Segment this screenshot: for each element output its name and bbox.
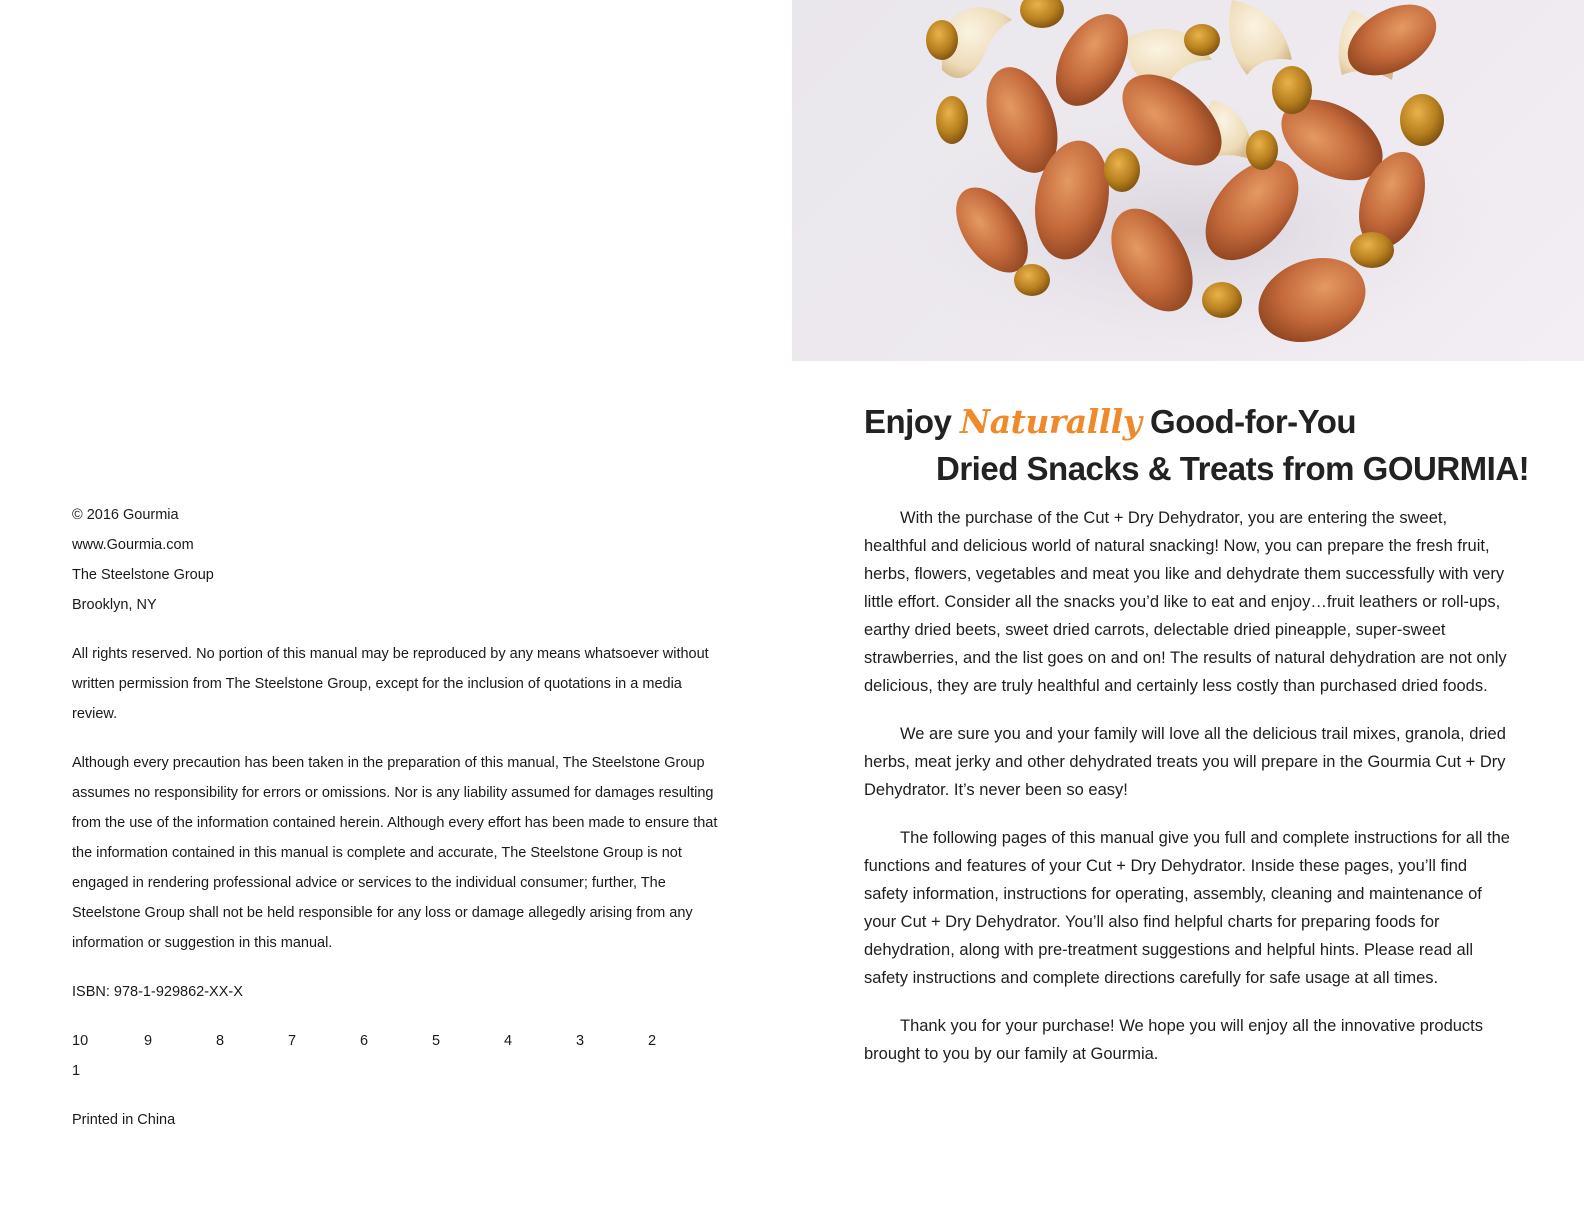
- headline-line2: Dried Snacks & Treats from GOURMIA!: [936, 450, 1530, 487]
- dried-fruit-and-nuts-photo: [792, 0, 1584, 361]
- print-line: [72, 1026, 722, 1086]
- copyright-imprint: [72, 500, 722, 1135]
- intro-paragraph: The following pages of this manual give you full and complete instructions for all the functions and features of your Cut + Dry Dehydrator. Inside these pages, you’ll find safety information, instructions for operating, assembly, cleaning and maintenance of your Cut + Dry Dehydrator. You’ll also find helpful charts for preparing foods for dehydration, along with pre-treatment suggestions and helpful hints. Please read all safety instructions and complete directions carefully for safe usage at all times.: [864, 829, 1510, 987]
- intro-paragraph: We are sure you and your family will love all the delicious trail mixes, granola, dried herbs, meat jerky and other dehydrated treats you will prepare in the Gourmia Cut + Dry Dehydrator. It’s never been so easy!: [864, 725, 1506, 799]
- nuts-illustration: [792, 0, 1584, 361]
- printed-in-line: Printed in China: [72, 1112, 176, 1128]
- intro-text: [864, 504, 1514, 1088]
- intro-paragraph: With the purchase of the Cut + Dry Dehydrator, you are entering the sweet, healthful and delicious world of natural snacking! Now, you can prepare the fresh fruit, herbs, flowers, vegetables and meat you like and dehydrate them successfully with very little effort. Consider all the snacks you’d like to eat and enjoy…fruit leathers or roll-ups, earthy dried beets, sweet dried carrots, delectable dried pineapple, super-sweet strawberries, and the list goes on and on! The results of natural dehydration are not only delicious, they are truly healthful and certainly less costly than purchased dried foods.: [864, 509, 1507, 695]
- print-number: 3: [576, 1033, 585, 1049]
- publisher-line: The Steelstone Group: [72, 567, 214, 583]
- location-line: Brooklyn, NY: [72, 597, 157, 613]
- print-number: 8: [216, 1033, 225, 1049]
- page-headline: [864, 398, 1544, 492]
- print-number: 5: [432, 1033, 441, 1049]
- print-number: 6: [360, 1033, 369, 1049]
- headline-accent: Naturallly: [960, 402, 1142, 441]
- print-number: 7: [288, 1033, 297, 1049]
- disclaimer-paragraph: Although every precaution has been taken in the preparation of this manual, The Steelstone Group assumes no responsibility for errors or omissions. Nor is any liability assumed for damages resulting from the use of the information contained herein. Although every effort has been made to ensure that the information contained in this manual is complete and accurate, The Steelstone Group is not engaged in rendering professional advice or services to the individual consumer; further, The Steelstone Group shall not be held responsible for any loss or damage allegedly arising from any information or suggestion in this manual.: [72, 755, 718, 951]
- print-number: 4: [504, 1033, 513, 1049]
- print-number: 9: [144, 1033, 153, 1049]
- website-line: www.Gourmia.com: [72, 537, 194, 553]
- headline-part2: Good-for-You: [1141, 403, 1357, 440]
- copyright-line: © 2016 Gourmia: [72, 507, 179, 523]
- intro-paragraph: Thank you for your purchase! We hope you will enjoy all the innovative products brought to you by our family at Gourmia.: [864, 1017, 1484, 1063]
- right-page: [792, 0, 1584, 1224]
- headline-part1: Enjoy: [864, 403, 961, 440]
- print-number: 10: [72, 1033, 89, 1049]
- rights-paragraph: All rights reserved. No portion of this manual may be reproduced by any means whatsoever without written permission from The Steelstone Group, except for the inclusion of quotations in a media review.: [72, 646, 709, 722]
- print-number: 2: [648, 1033, 657, 1049]
- print-number: 1: [72, 1063, 81, 1079]
- isbn-line: ISBN: 978-1-929862-XX-X: [72, 984, 243, 1000]
